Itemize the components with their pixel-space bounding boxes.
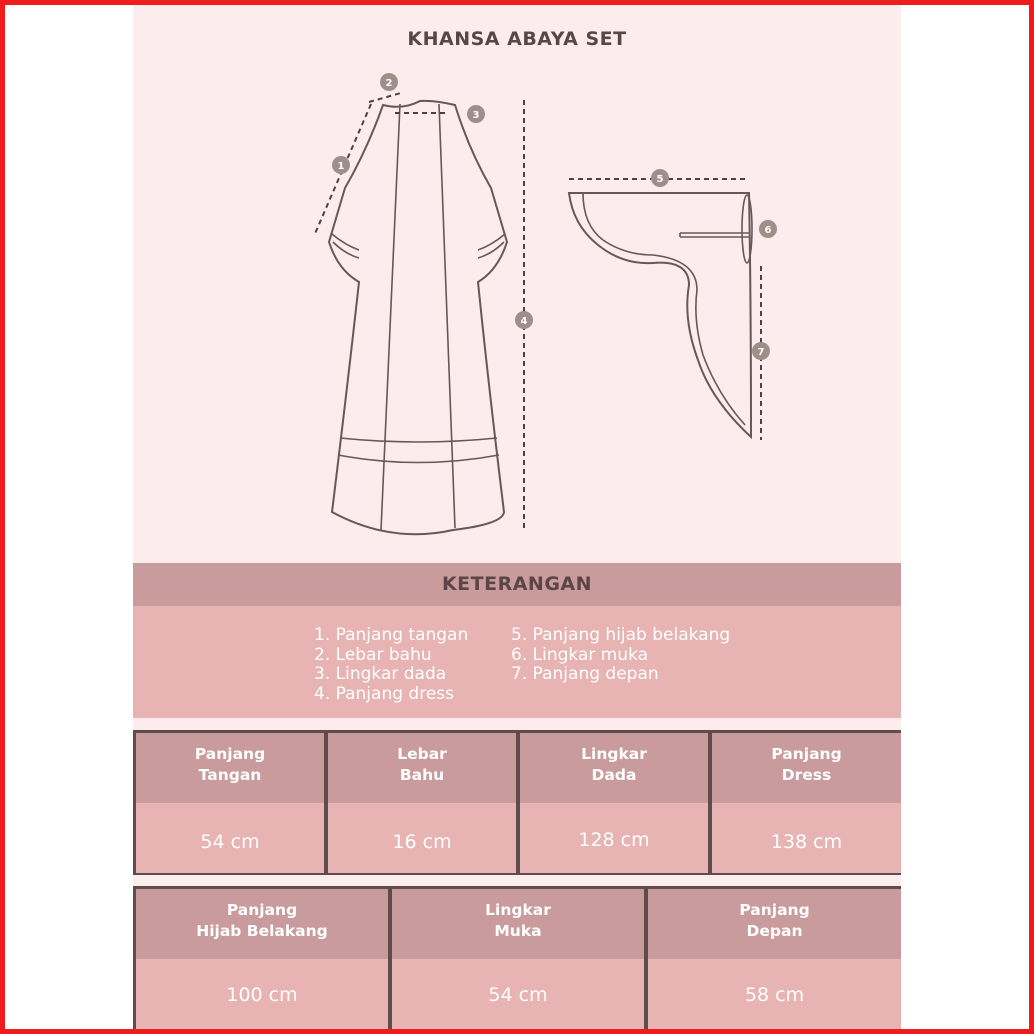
marker-7 (752, 342, 770, 360)
svg-text:7: 7 (757, 347, 765, 358)
legend-item: 1. Panjang tangan (314, 625, 469, 645)
marker-1 (332, 156, 350, 174)
hijab-drawing (569, 193, 752, 437)
legend-body (133, 606, 901, 718)
table-header-cell: Panjang Tangan (136, 733, 324, 803)
legend-column-left (314, 626, 468, 704)
page-title: KHANSA ABAYA SET (407, 28, 627, 50)
abaya-dress-drawing (329, 101, 507, 534)
legend-heading: KETERANGAN (133, 563, 901, 606)
legend-item: 3. Lingkar dada (314, 664, 447, 684)
marker-6 (759, 220, 777, 238)
table-value-cell: 54 cm (136, 803, 324, 873)
dress-size-table (133, 730, 901, 875)
table-value-cell: 16 cm (328, 803, 516, 873)
table-header-cell: Panjang Dress (712, 733, 901, 803)
legend-column-right (511, 626, 730, 685)
hijab-size-table (133, 886, 901, 1034)
table-value-cell: 128 cm (520, 803, 708, 873)
abaya-hijab-illustration (133, 0, 901, 560)
legend-item: 6. Lingkar muka (511, 644, 649, 665)
svg-text:5: 5 (656, 174, 664, 185)
table-value-cell: 100 cm (136, 959, 388, 1034)
size-chart-sheet (133, 0, 901, 1034)
legend-item: 4. Panjang dress (314, 683, 454, 704)
legend-item: 7. Panjang depan (511, 664, 659, 684)
legend-item: 5. Panjang hijab belakang (511, 625, 731, 645)
table-header-cell: Lingkar Dada (520, 733, 708, 803)
svg-text:3: 3 (472, 110, 480, 121)
table-header-cell: Lebar Bahu (328, 733, 516, 803)
measurement-guides (314, 93, 761, 530)
svg-text:6: 6 (764, 225, 772, 236)
table-header-cell: Panjang Hijab Belakang (136, 889, 388, 959)
marker-2 (380, 73, 398, 91)
table-value-cell: 58 cm (648, 959, 901, 1034)
marker-5 (651, 169, 669, 187)
table-value-cell: 54 cm (392, 959, 644, 1034)
marker-4 (515, 311, 533, 329)
svg-text:2: 2 (385, 78, 393, 89)
legend-item: 2. Lebar bahu (314, 644, 432, 665)
table-header-cell: Panjang Depan (648, 889, 901, 959)
table-value-cell: 138 cm (712, 803, 901, 873)
svg-text:1: 1 (337, 161, 345, 172)
svg-text:4: 4 (520, 316, 528, 327)
table-header-cell: Lingkar Muka (392, 889, 644, 959)
marker-3 (467, 105, 485, 123)
